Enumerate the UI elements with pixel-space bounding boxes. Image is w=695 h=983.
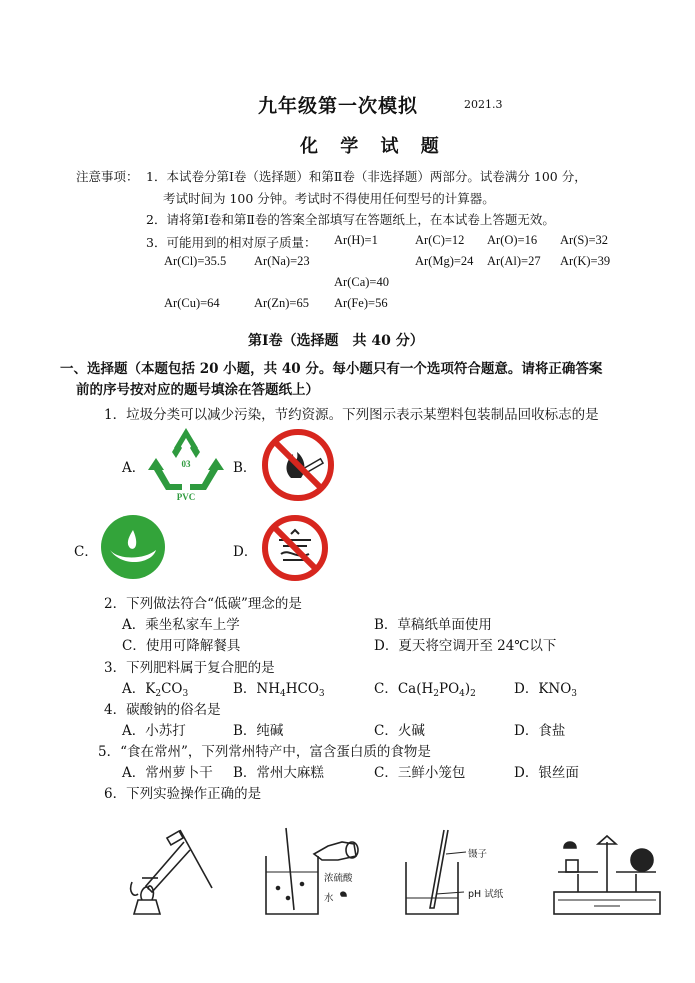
recycle-number: 03 <box>181 459 191 469</box>
label-water: 水 <box>324 893 334 904</box>
q3-text: 3．下列肥料属于复合肥的是 <box>104 660 275 676</box>
q2-option-b: B．草稿纸单面使用 <box>374 617 492 633</box>
q1-option-d-label: D． <box>233 544 258 560</box>
mass-na: Ar(Na)=23 <box>254 254 310 268</box>
mass-zn: Ar(Zn)=65 <box>254 296 309 310</box>
label-tweezers: 镊子 <box>468 849 488 860</box>
q2-option-c: C．使用可降解餐具 <box>122 638 241 654</box>
exam-date: 2021.3 <box>464 98 503 111</box>
recycle-label: PVC <box>176 492 196 502</box>
page-subtitle: 化 学 试 题 <box>300 136 447 157</box>
recycle-pvc-icon <box>148 426 224 502</box>
q4-option-b: B．纯碱 <box>233 723 284 739</box>
mass-cl: Ar(Cl)=35.5 <box>164 254 227 268</box>
part1-heading: 第Ⅰ卷（选择题 共 40 分） <box>248 333 424 349</box>
label-conc-acid: 浓硫酸 <box>324 873 353 884</box>
q4-option-d: D．食盐 <box>514 723 566 739</box>
balance-figure <box>548 826 666 920</box>
notice-line-3: 3．可能用到的相对原子质量： <box>146 235 317 250</box>
q5-option-c: C．三鲜小笼包 <box>374 765 466 781</box>
q5-option-b: B．常州大麻糕 <box>233 765 324 781</box>
no-fire-icon <box>261 428 335 502</box>
notice-line-2: 2．请将第Ⅰ卷和第Ⅱ卷的答案全部填写在答题纸上，在本试卷上答题无效。 <box>146 212 555 227</box>
q3-option-a: A．$K_2CO_3$ <box>122 681 189 699</box>
q3-option-b: B．$NH_4HCO_3$ <box>233 681 325 699</box>
dilute-acid-figure <box>258 826 362 918</box>
q6-text: 6．下列实验操作正确的是 <box>104 786 262 802</box>
q1-option-c-label: C． <box>74 544 98 560</box>
label-ph-paper: pH 试纸 <box>468 889 504 900</box>
q4-option-a: A．小苏打 <box>122 723 186 739</box>
q2-text: 2．下列做法符合“低碳”理念的是 <box>104 596 302 612</box>
q5-option-d: D．银丝面 <box>514 765 579 781</box>
mass-h: Ar(H)=1 <box>334 233 378 247</box>
mass-ca: Ar(Ca)=40 <box>334 275 389 289</box>
q3-option-c: C．$Ca(H_2PO_4)_2$ <box>374 681 476 699</box>
notice-line-1b: 考试时间为 100 分钟。考试时不得使用任何型号的计算器。 <box>163 191 495 206</box>
no-pollution-icon <box>261 514 329 582</box>
mass-k: Ar(K)=39 <box>560 254 611 268</box>
q1-option-b-label: B． <box>233 460 257 476</box>
notice-line-1: 1．本试卷分第Ⅰ卷（选择题）和第Ⅱ卷（非选择题）两部分。试卷满分 100 分， <box>146 169 587 184</box>
q5-text: 5．“食在常州”，下列常州特产中，富含蛋白质的食物是 <box>98 744 431 760</box>
q2-option-d: D．夏天将空调开至 24℃以下 <box>374 638 557 654</box>
mass-s: Ar(S)=32 <box>560 233 609 247</box>
mass-c: Ar(C)=12 <box>415 233 465 247</box>
q4-text: 4．碳酸钠的俗名是 <box>104 702 221 718</box>
q5-option-a: A．常州萝卜干 <box>122 765 213 781</box>
mass-al: Ar(Al)=27 <box>487 254 541 268</box>
section-instruction-2: 前的序号按对应的题号填涂在答题纸上） <box>76 382 319 398</box>
water-saving-icon <box>100 514 166 580</box>
notice-label: 注意事项： <box>76 169 139 184</box>
heating-test-tube-figure <box>124 822 218 918</box>
mass-mg: Ar(Mg)=24 <box>415 254 474 268</box>
q4-option-c: C．火碱 <box>374 723 425 739</box>
page-title: 九年级第一次模拟 <box>258 95 419 117</box>
q3-option-d: D．$KNO_3$ <box>514 681 578 699</box>
ph-test-figure <box>400 828 520 918</box>
section-instruction-1: 一、选择题（本题包括 20 小题，共 40 分。每小题只有一个选项符合题意。请将正确答案 <box>60 361 603 377</box>
mass-fe: Ar(Fe)=56 <box>334 296 388 310</box>
mass-o: Ar(O)=16 <box>487 233 538 247</box>
q1-text: 1．垃圾分类可以减少污染，节约资源。下列图示表示某塑料包装制品回收标志的是 <box>104 407 599 423</box>
q2-option-a: A．乘坐私家车上学 <box>122 617 240 633</box>
q1-option-a-label: A． <box>122 460 146 476</box>
mass-cu: Ar(Cu)=64 <box>164 296 220 310</box>
